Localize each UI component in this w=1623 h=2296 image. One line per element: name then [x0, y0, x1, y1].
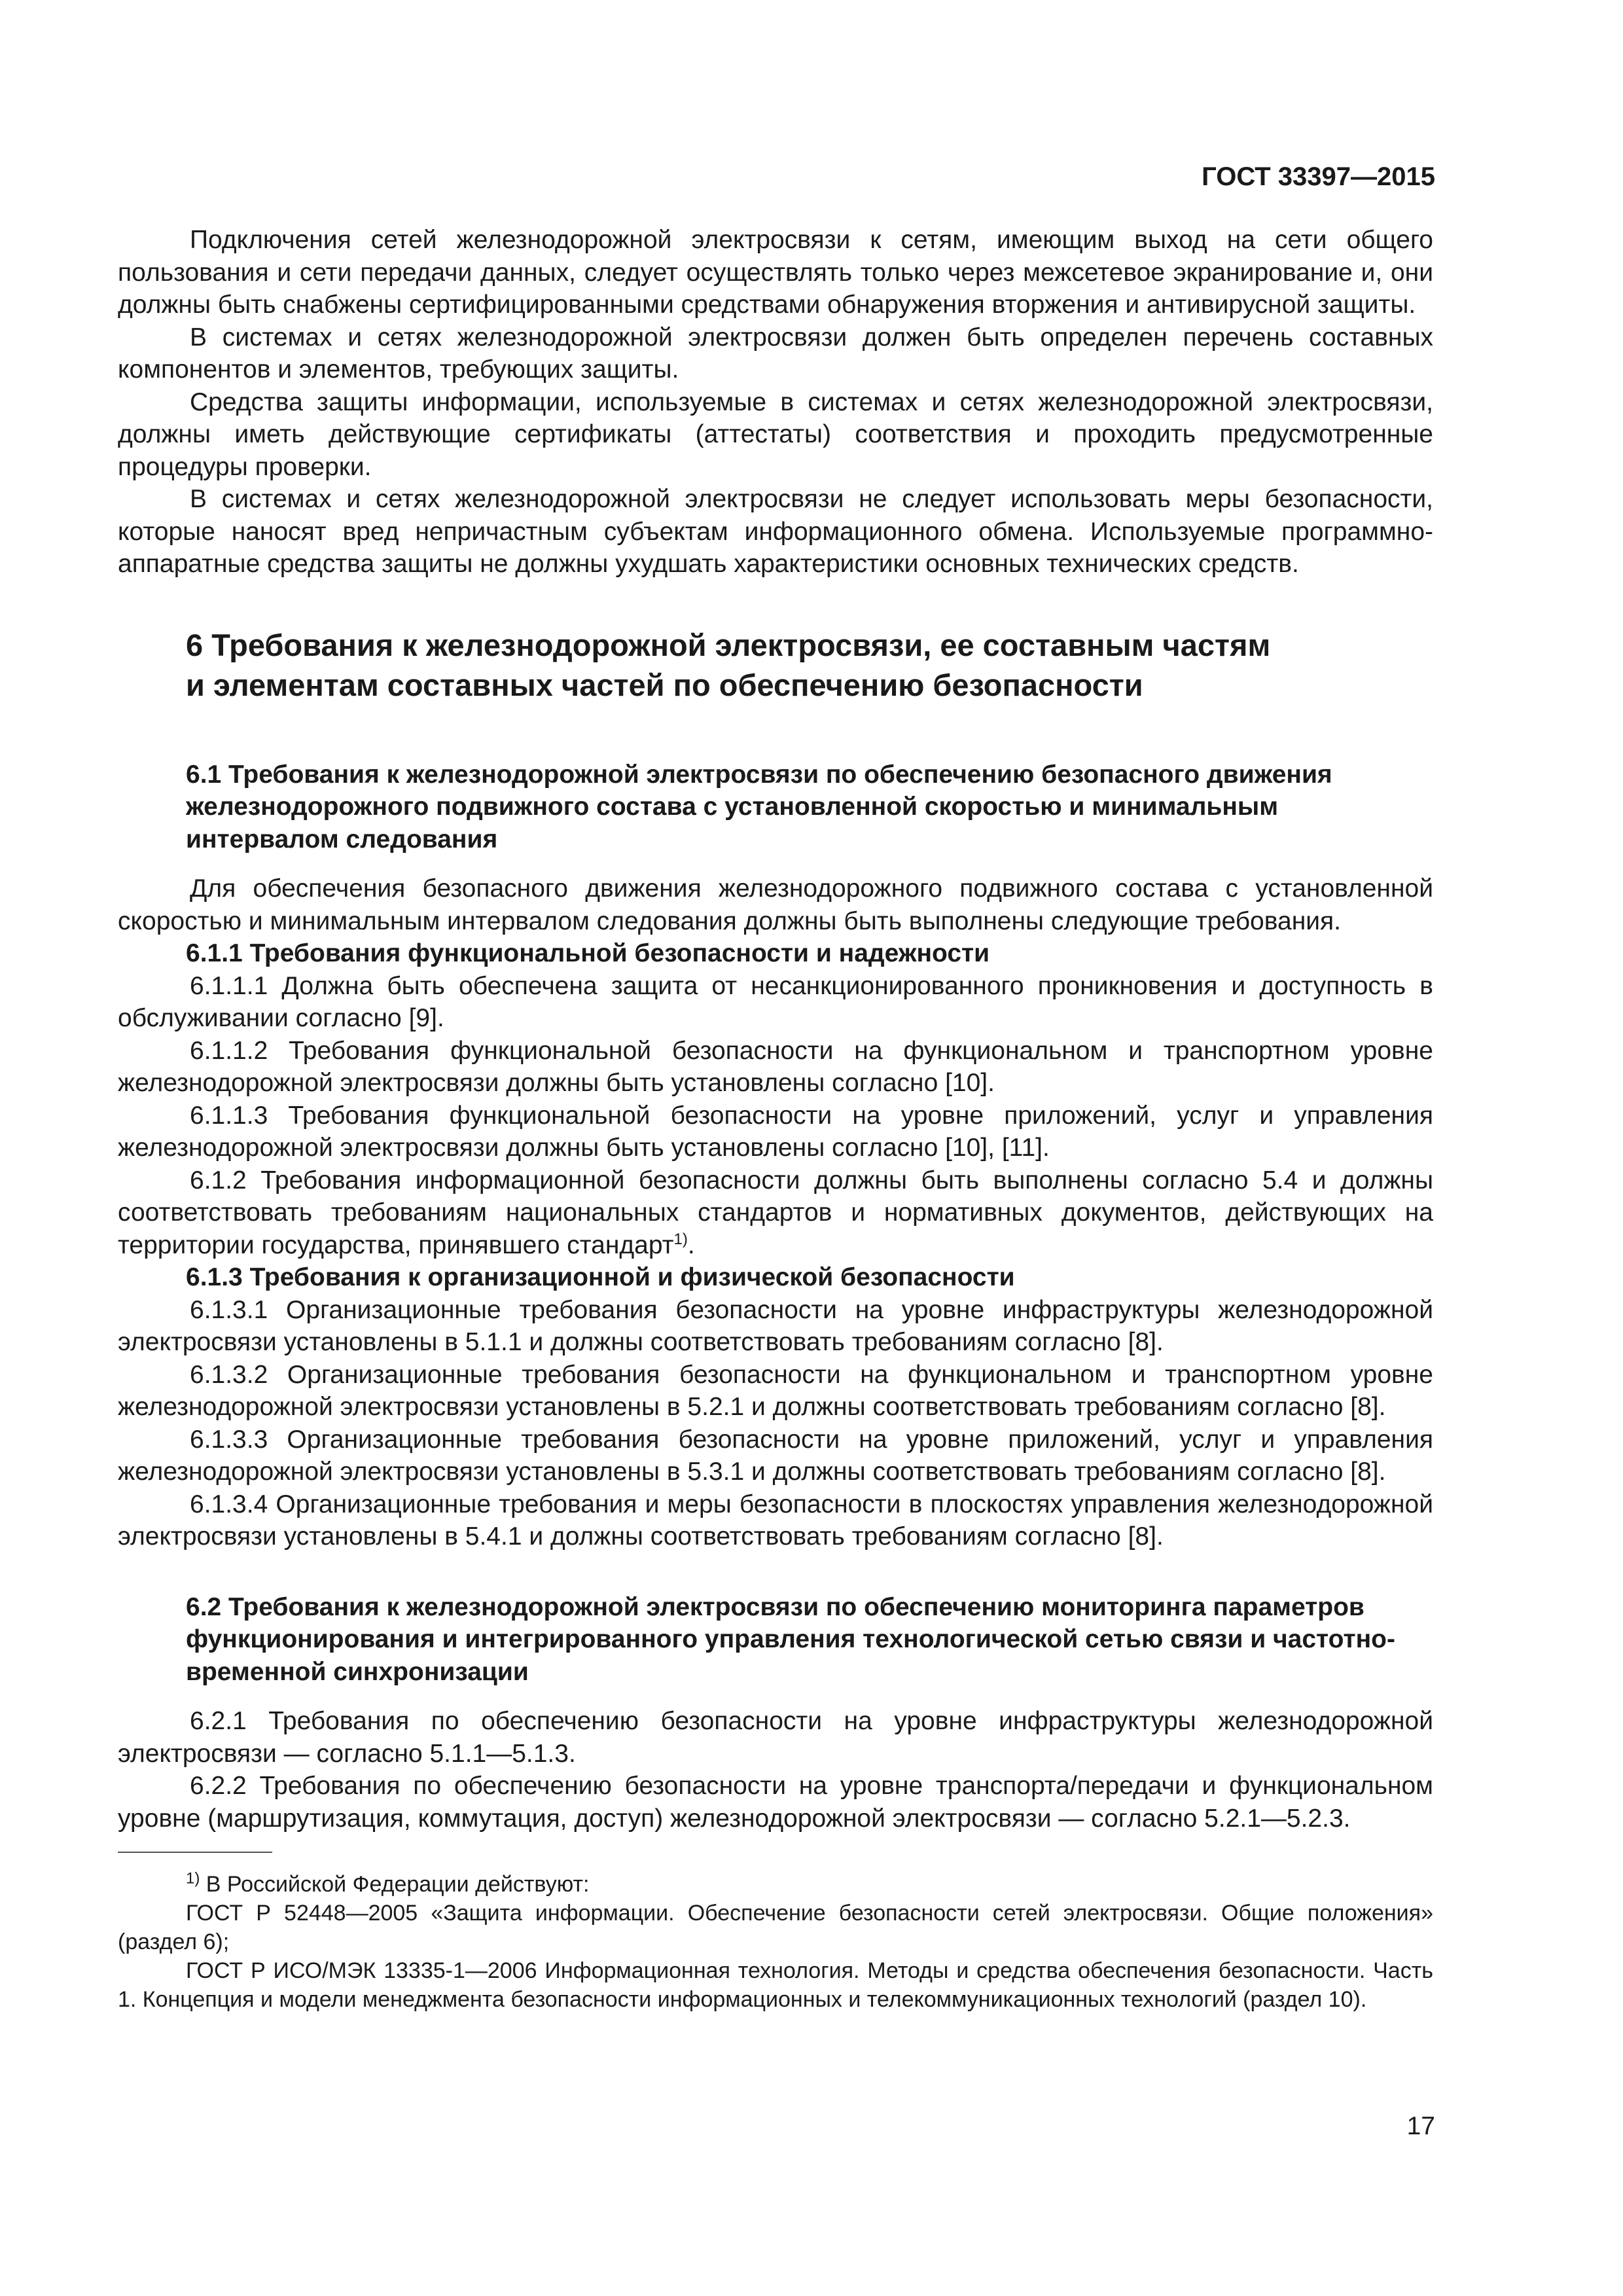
page-content [118, 224, 1433, 2014]
section-6-heading-line1: 6 Требования к железнодорожной электросвязи, ее составным частям [186, 627, 1271, 662]
section-6-1-3-heading: 6.1.3 Требования к организационной и физической безопасности [186, 1263, 1015, 1291]
intro-paragraph-3: Средства защиты информации, используемые в системах и сетях железнодорожной электросвязи, должны иметь действующие сертификаты (аттестаты) соответствия и проходить предусмотренные процедуры проверки. [118, 387, 1433, 481]
footnote-marker: 1) [186, 1869, 200, 1888]
section-6-2-heading: 6.2 Требования к железнодорожной электросвязи по обеспечению мониторинга параметров функционирования и интегрированного управления технологической сетью связи и частотно-временной синхронизации [186, 1592, 1395, 1686]
clause-6-2-1: 6.2.1 Требования по обеспечению безопасности на уровне инфраструктуры железнодорожной электросвязи — согласно 5.1.1—5.1.3. [118, 1707, 1433, 1768]
clause-6-1-3-3: 6.1.3.3 Организационные требования безопасности на уровне приложений, услуг и управления железнодорожной электросвязи установлены в 5.3.1 и должны соответствовать требованиям согласно [8]. [118, 1425, 1433, 1486]
footnote-item-2: ГОСТ Р ИСО/МЭК 13335-1—2006 Информационная технология. Методы и средства обеспечения безопасности. Часть 1. Концепция и модели менеджмента безопасности информационных и телекоммуникационных технологий (раздел 10). [118, 1958, 1433, 2012]
footnote-item-1: ГОСТ Р 52448—2005 «Защита информации. Обеспечение безопасности сетей электросвязи. Общие положения» (раздел 6); [118, 1901, 1433, 1954]
clause-6-1-1-2: 6.1.1.2 Требования функциональной безопасности на функциональном и транспортном уровне железнодорожной электросвязи должны быть установлены согласно [10]. [118, 1036, 1433, 1097]
intro-paragraph-1: Подключения сетей железнодорожной электросвязи к сетям, имеющим выход на сети общего пользования и сети передачи данных, следует осуществлять только через межсетевое экранирование и, они должны быть снабжены сертифицированными средствами обнаружения вторжения и антивирусной защиты. [118, 226, 1433, 319]
clause-6-1-2-end: . [687, 1230, 695, 1259]
document-header-id: ГОСТ 33397—2015 [1202, 162, 1435, 191]
section-6-1-heading: 6.1 Требования к железнодорожной электросвязи по обеспечению безопасного движения железнодорожного подвижного состава с установленной скоростью и минимальным интервалом следования [186, 760, 1332, 853]
intro-paragraph-4: В системах и сетях железнодорожной электросвязи не следует использовать меры безопасности, которые наносят вред непричастным субъектам информационного обмена. Используемые программно-аппаратные средства защиты не должны ухудшать характеристики основных технических средств. [118, 485, 1433, 578]
clause-6-1-2-text: 6.1.2 Требования информационной безопасности должны быть выполнены согласно 5.4 и должны соответствовать требованиям национальных стандартов и нормативных документов, действующих на территории государства, принявшего стандарт [118, 1166, 1433, 1259]
clause-6-1-2 [118, 1164, 1433, 1262]
section-6-1-1-heading: 6.1.1 Требования функциональной безопасности и надежности [186, 939, 990, 967]
footnote-intro [118, 1870, 1433, 1899]
clause-6-1-3-2: 6.1.3.2 Организационные требования безопасности на функциональном и транспортном уровне железнодорожной электросвязи установлены в 5.2.1 и должны соответствовать требованиям согласно [8]. [118, 1360, 1433, 1421]
intro-paragraph-2: В системах и сетях железнодорожной электросвязи должен быть определен перечень составных компонентов и элементов, требующих защиты. [118, 323, 1433, 384]
clause-6-1-1-3: 6.1.1.3 Требования функциональной безопасности на уровне приложений, услуг и управления железнодорожной электросвязи должны быть установлены согласно [10], [11]. [118, 1101, 1433, 1162]
section-6-heading [118, 625, 1433, 705]
section-6-heading-line2: и элементам составных частей по обеспечению безопасности [186, 667, 1143, 702]
clause-6-1-3-4: 6.1.3.4 Организационные требования и меры безопасности в плоскостях управления железнодорожной электросвязи установлены в 5.4.1 и должны соответствовать требованиям согласно [8]. [118, 1490, 1433, 1551]
footnote-separator [118, 1852, 272, 1853]
clause-6-1-3-1: 6.1.3.1 Организационные требования безопасности на уровне инфраструктуры железнодорожной электросвязи установлены в 5.1.1 и должны соответствовать требованиям согласно [8]. [118, 1295, 1433, 1356]
section-6-1-intro: Для обеспечения безопасного движения железнодорожного подвижного состава с установленной скоростью и минимальным интервалом следования должны быть выполнены следующие требования. [118, 874, 1433, 935]
footnote-reference[interactable]: 1) [673, 1230, 688, 1248]
page-number: 17 [1406, 2112, 1435, 2140]
clause-6-1-1-1: 6.1.1.1 Должна быть обеспечена защита от несанкционированного проникновения и доступность в обслуживании согласно [9]. [118, 971, 1433, 1032]
footnote-intro-text: В Российской Федерации действуют: [200, 1872, 590, 1897]
clause-6-2-2: 6.2.2 Требования по обеспечению безопасности на уровне транспорта/передачи и функциональном уровне (маршрутизация, коммутация, доступ) железнодорожной электросвязи — согласно 5.2.1—5.2.3. [118, 1772, 1433, 1833]
